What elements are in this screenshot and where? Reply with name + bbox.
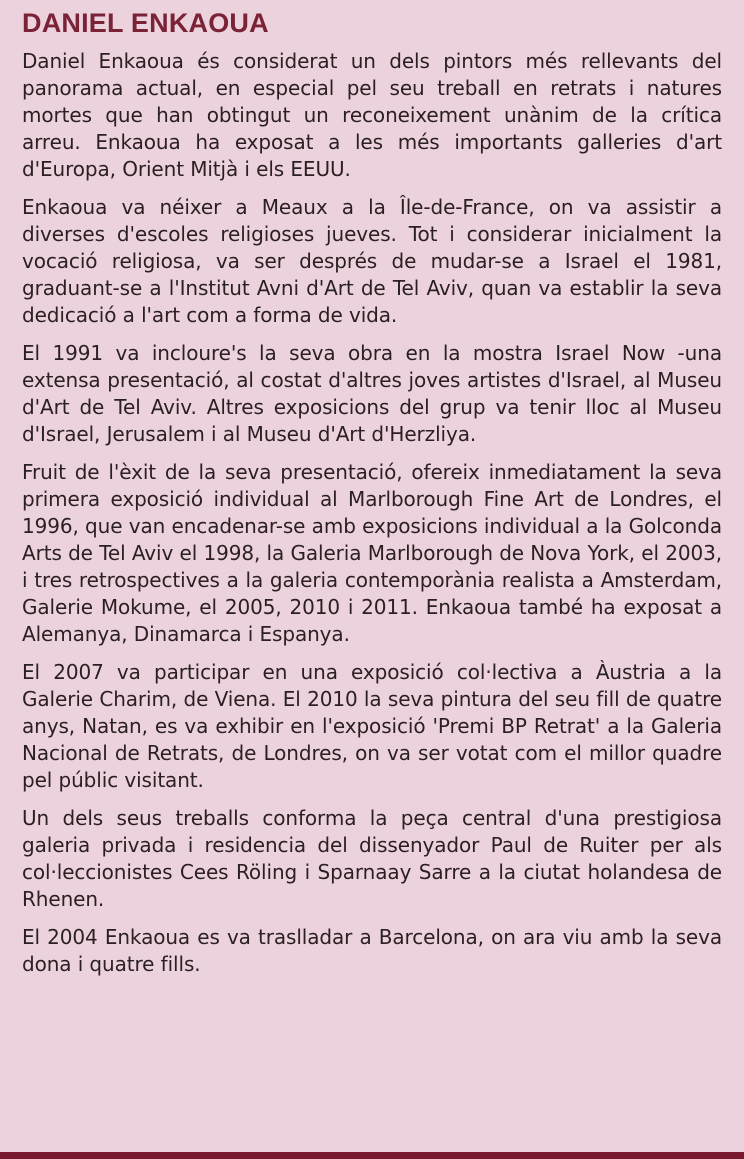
paragraph-gallery: Un dels seus treballs conforma la peça central d'una prestigiosa galeria privada i residencia del dissenyador Paul de Ruiter per als col·leccionistes Cees Röling i Sparnaay Sarre a la ciutat holandesa de Rhenen. — [22, 806, 722, 911]
paragraph-israel-now: El 1991 va incloure's la seva obra en la mostra Israel Now -una extensa presentació, al costat d'altres joves artistes d'Israel, al Museu d'Art de Tel Aviv. Altres exposicions del grup va tenir lloc al Museu d'Israel, Jerusalem i al Museu d'Art d'Herzliya. — [22, 341, 722, 446]
paragraph-barcelona: El 2004 Enkaoua es va traslladar a Barcelona, on ara viu amb la seva dona i quatre fills. — [22, 925, 722, 976]
paragraph-exhibitions: Fruit de l'èxit de la seva presentació, ofereix inmediatament la seva primera exposició individual al Marlborough Fine Art de Londres, el 1996, que van encadenar-se amb exposicions individual a la Golconda Arts de Tel Aviv el 1998, la Galeria Marlborough de Nova York, el 2003, i tres retrospectives a la galeria contemporània realista a Amsterdam, Galerie Mokume, el 2005, 2010 i 2011. Enkaoua també ha exposat a Alemanya, Dinamarca i Espanya. — [22, 460, 722, 646]
paragraph-collective: El 2007 va participar en una exposició col·lectiva a Àustria a la Galerie Charim, de Viena. El 2010 la seva pintura del seu fill de quatre anys, Natan, es va exhibir en l'exposició 'Premi BP Retrat' a la Galeria Nacional de Retrats, de Londres, on va ser votat com el millor quadre pel públic visitant. — [22, 660, 722, 792]
article-title: DANIEL ENKAOUA — [22, 8, 269, 38]
paragraph-intro: Daniel Enkaoua és considerat un dels pintors més rellevants del panorama actual, en especial pel seu treball en retrats i natures mortes que han obtingut un reconeixement unànim de la crítica arreu. Enkaoua ha exposat a les més importants galleries d'art d'Europa, Orient Mitjà i els EEUU. — [22, 49, 722, 181]
bottom-rule — [0, 1152, 744, 1159]
paragraph-early-life: Enkaoua va néixer a Meaux a la Île-de-France, on va assistir a diverses d'escoles religioses jueves. Tot i considerar inicialment la vocació religiosa, va ser després de mudar-se a Israel el 1981, graduant-se a l'Institut Avni d'Art de Tel Aviv, quan va establir la seva dedicació a l'art com a forma de vida. — [22, 195, 722, 327]
